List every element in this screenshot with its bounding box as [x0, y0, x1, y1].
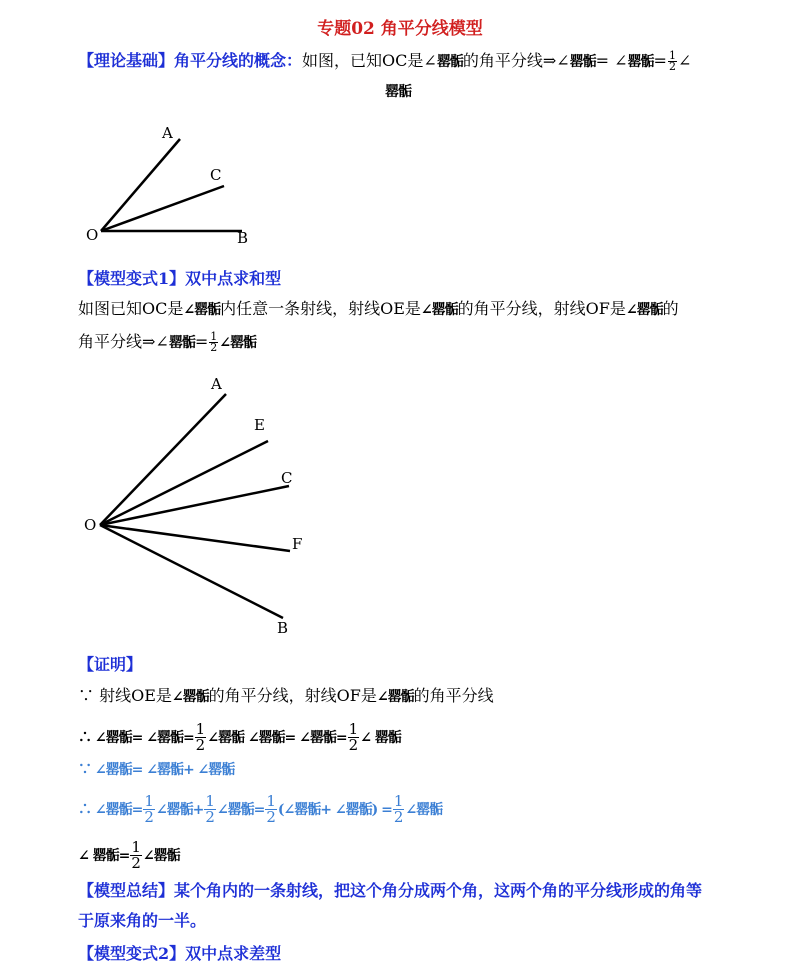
- garbled-glyph: 罂骺: [569, 54, 596, 70]
- text: ∠罂骺 ∠罂骺= ∠罂骺=: [207, 730, 347, 746]
- text: =: [194, 332, 209, 351]
- variant1-name: 双中点求和型: [185, 269, 282, 288]
- label-b: B: [237, 229, 249, 247]
- theory-text-1: 如图，已知OC是: [302, 51, 424, 70]
- text: 如图已知OC是: [78, 299, 184, 318]
- page-title: 专题02 角平分线模型: [317, 19, 483, 39]
- fraction-half: $\frac{1}{2}$: [131, 838, 141, 872]
- fraction-half: $\frac{1}{2}$: [144, 792, 154, 826]
- text: (∠罂骺+ ∠罂骺) =: [277, 802, 392, 818]
- summary-text: 某个角内的一条射线，把这个角分成两个角，这两个角的平分线形成的角等: [174, 881, 703, 900]
- ray-oa2: [100, 394, 226, 525]
- fraction-half: $\frac{1}{2}$: [668, 49, 676, 73]
- proof-line-5: [78, 840, 180, 871]
- eq-text-2: =: [653, 51, 667, 70]
- variant1-label: 【模型变式1】: [78, 269, 186, 288]
- ray-oc2: [100, 486, 289, 525]
- ray-of: [100, 525, 290, 551]
- text: ∠罂骺+: [155, 802, 204, 818]
- text: 内任意一条射线，射线OE是: [220, 299, 421, 318]
- garbled-glyph: ∠罂骺: [376, 689, 414, 705]
- text: 的角平分线，射线OF是: [208, 686, 377, 705]
- fraction-half: $\frac{1}{2}$: [205, 792, 215, 826]
- garbled-glyph: ∠罂骺: [171, 689, 209, 705]
- text: 的角平分线: [413, 686, 494, 705]
- label-a: A: [211, 375, 222, 393]
- text: ∵ 射线OE是: [78, 686, 172, 705]
- ray-oe: [100, 441, 268, 525]
- ray-ob2: [100, 525, 283, 618]
- angle-symbol: ∠: [423, 51, 437, 70]
- label-b: B: [277, 619, 289, 637]
- garbled-glyph: ∠罂骺: [625, 302, 663, 318]
- fraction-half: $\frac{1}{2}$: [210, 330, 218, 354]
- label-c: C: [281, 469, 293, 487]
- garbled-glyph: 罂骺: [168, 335, 195, 351]
- text: 的: [662, 299, 679, 318]
- theory-line-2: 罂骺: [385, 84, 411, 100]
- proof-line-4: [78, 794, 442, 825]
- garbled-glyph: ∠罂骺: [420, 302, 458, 318]
- proof-line-2: [78, 722, 401, 753]
- summary-label: 【模型总结】: [78, 881, 175, 900]
- text: 角平分线⇒∠: [78, 332, 169, 351]
- garbled-glyph: 罂骺: [436, 54, 463, 70]
- label-o: O: [86, 226, 99, 244]
- text: 的角平分线，射线OF是: [457, 299, 626, 318]
- label-a: A: [162, 124, 173, 142]
- garbled-glyph: ∠罂骺: [183, 302, 221, 318]
- variant2-name: 双中点求差型: [185, 944, 282, 963]
- eq-text: = ∠: [595, 51, 628, 70]
- text: ∠ 罂骺: [360, 730, 401, 746]
- summary-line-2: 于原来角的一半。: [78, 911, 207, 930]
- proof-label: 【证明】: [78, 655, 143, 674]
- fraction-half: $\frac{1}{2}$: [348, 720, 359, 754]
- text: ∠ 罂骺=: [78, 848, 130, 864]
- label-c: C: [210, 166, 222, 184]
- theory-text-2: 的角平分线⇒∠: [462, 51, 570, 70]
- fraction-half: $\frac{1}{2}$: [393, 792, 404, 826]
- text: ∠罂骺=: [216, 802, 265, 818]
- proof-line-1: [78, 685, 494, 708]
- theory-tail: ∠: [677, 51, 692, 70]
- label-o: O: [84, 516, 97, 534]
- theory-label: 【理论基础】: [78, 51, 175, 70]
- garbled-glyph: 罂骺: [627, 54, 654, 70]
- summary-line-1: [78, 880, 702, 902]
- text: ∠罂骺: [142, 848, 180, 864]
- label-f: F: [292, 535, 303, 553]
- text: ∴ ∠罂骺= ∠罂骺=: [78, 730, 194, 746]
- concept-label: 角平分线的概念：: [174, 51, 303, 70]
- garbled-glyph: ∠罂骺: [219, 335, 256, 351]
- text: ∴ ∠罂骺=: [78, 802, 143, 818]
- variant2-label: 【模型变式2】: [78, 944, 186, 963]
- label-e: E: [254, 416, 265, 434]
- variant2-heading: [78, 943, 281, 965]
- proof-line-3: ∵ ∠罂骺= ∠罂骺+ ∠罂骺: [78, 762, 235, 778]
- fraction-half: $\frac{1}{2}$: [195, 720, 206, 754]
- text: ∠罂骺: [405, 802, 443, 818]
- fraction-half: $\frac{1}{2}$: [266, 792, 276, 826]
